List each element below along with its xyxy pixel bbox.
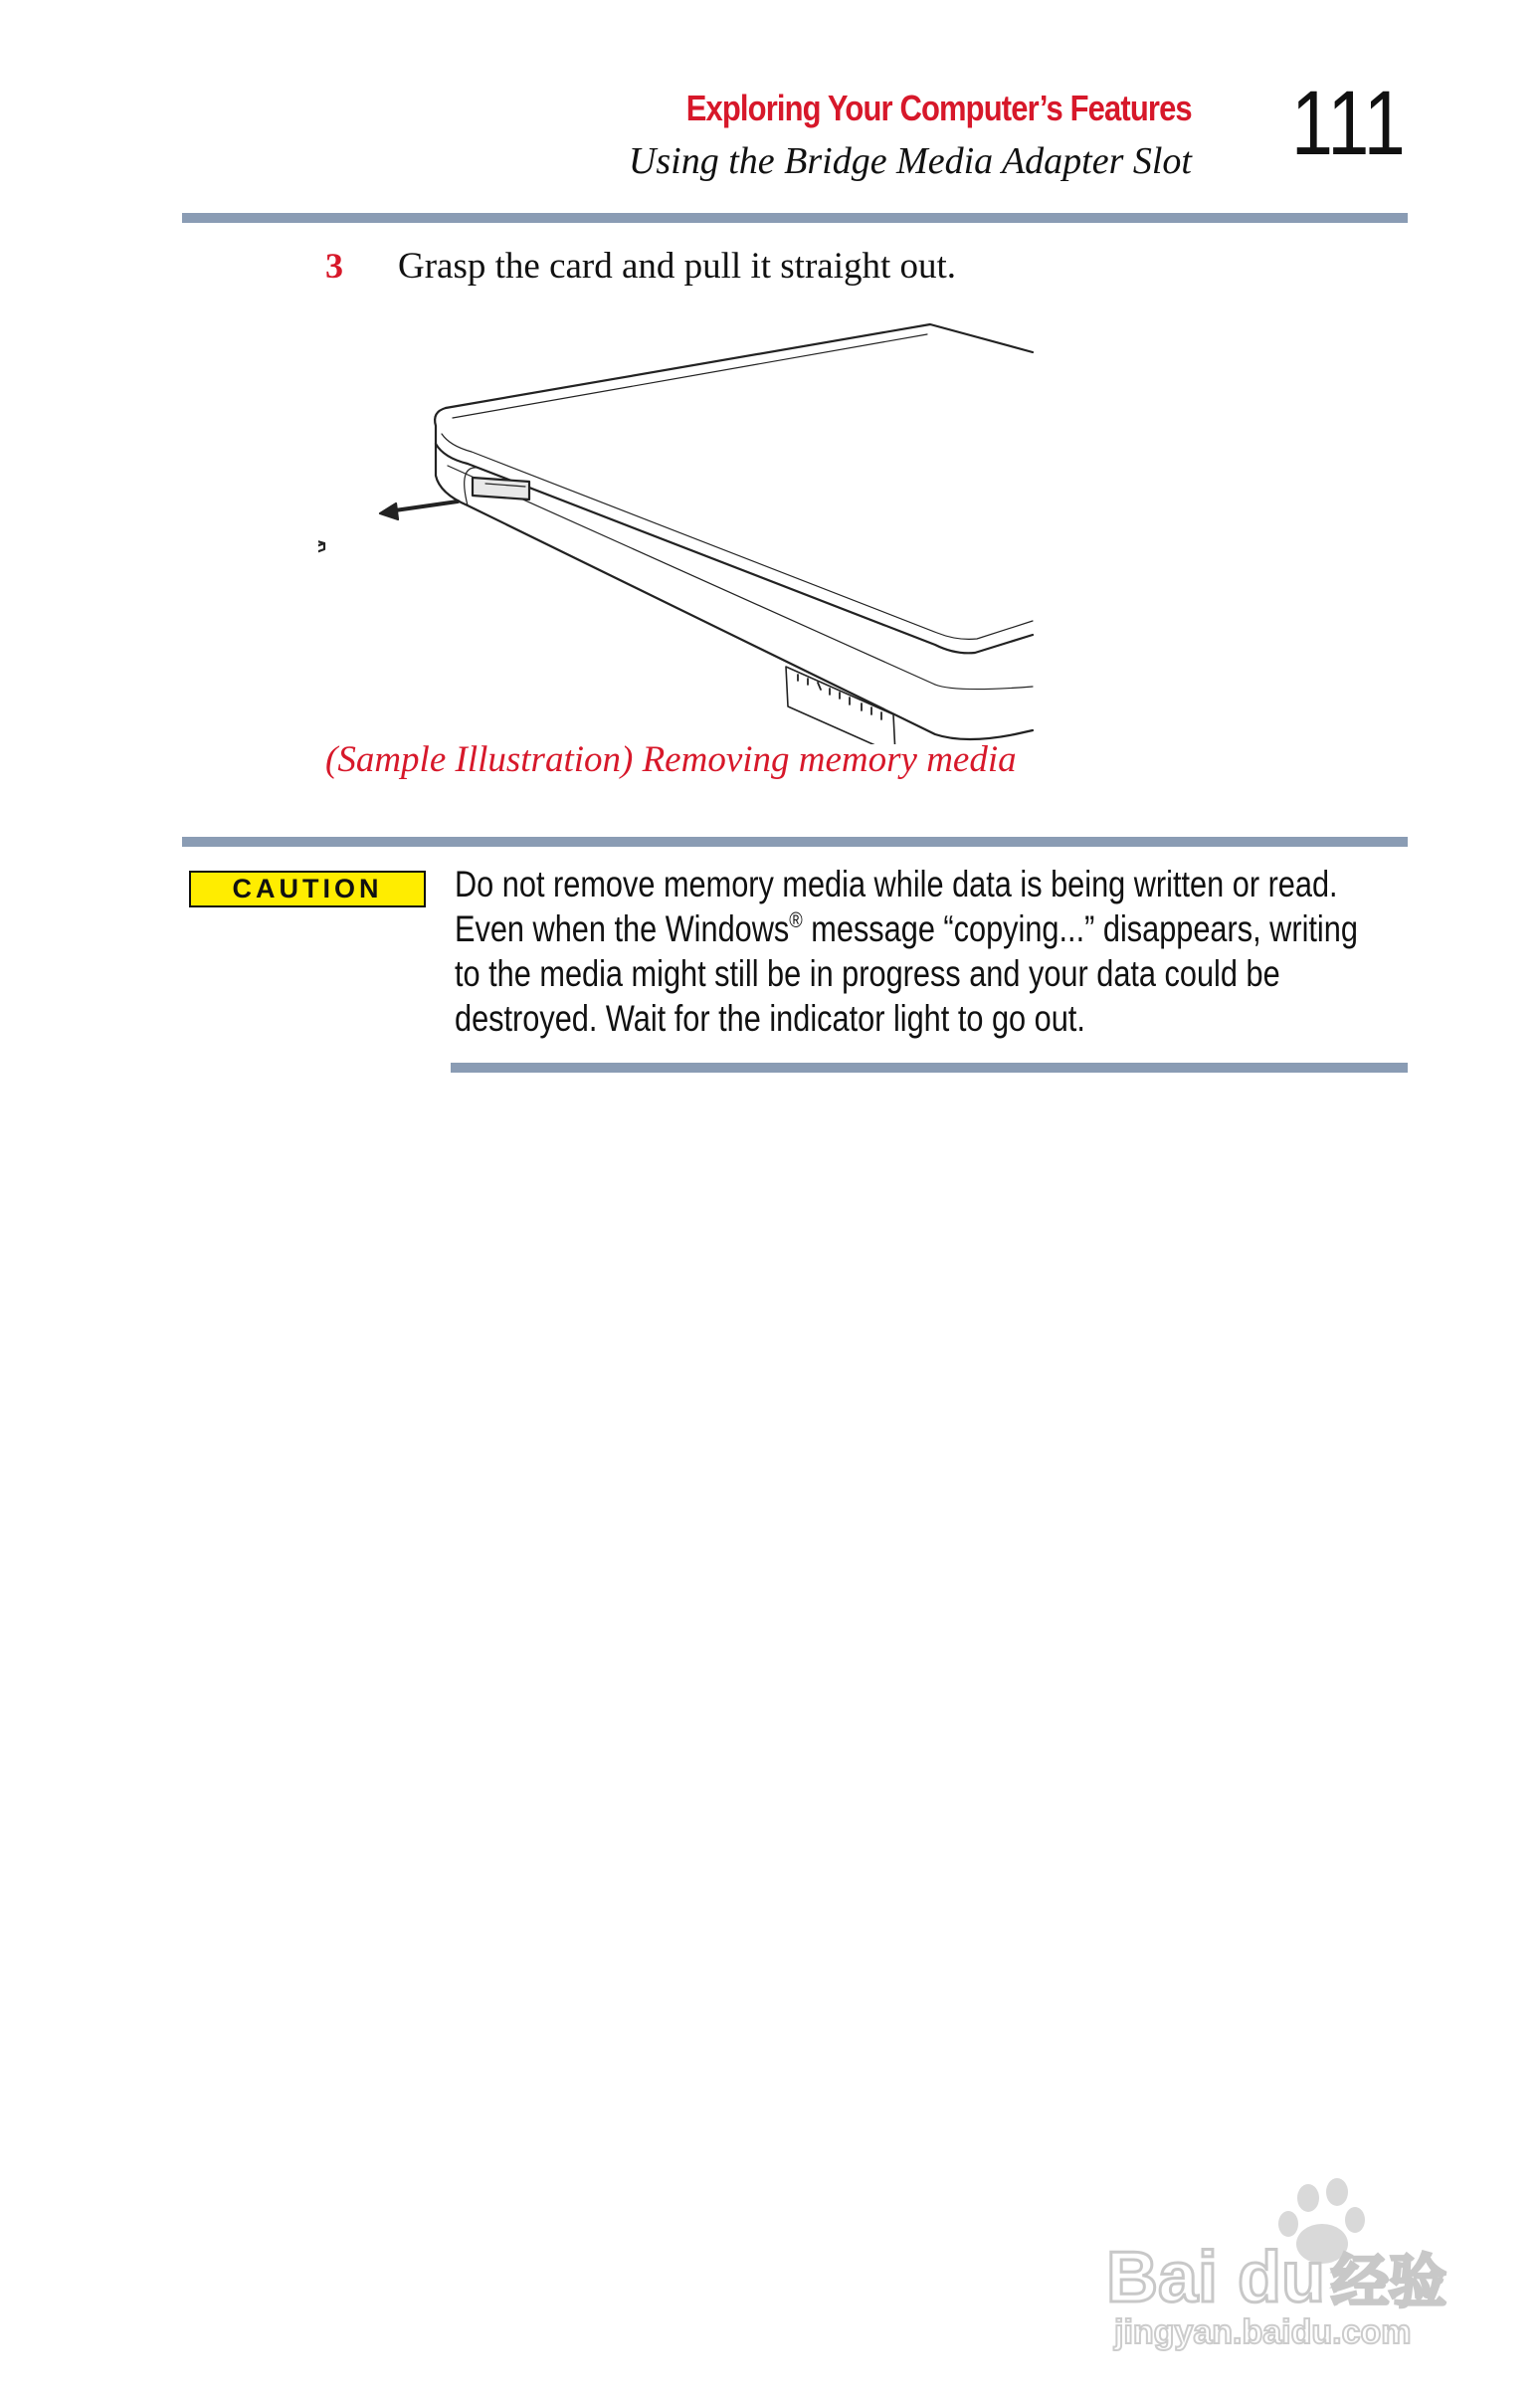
caution-divider-bottom <box>451 1063 1408 1073</box>
watermark-chinese: 经验 <box>1331 2248 1447 2315</box>
header-divider <box>182 213 1408 223</box>
step-text: Grasp the card and pull it straight out. <box>398 246 957 287</box>
caution-line-4: destroyed. Wait for the indicator light to go out. <box>455 998 1085 1039</box>
caution-badge: CAUTION <box>189 871 426 907</box>
caution-divider-top <box>182 837 1408 847</box>
caution-line-2-start: Even when the Windows <box>455 908 790 949</box>
step-number: 3 <box>325 246 343 286</box>
running-header-subtitle: Using the Bridge Media Adapter Slot <box>628 140 1192 182</box>
baidu-jingyan-watermark <box>1094 2174 1452 2353</box>
registered-mark: ® <box>789 907 803 932</box>
laptop-card-removal-illustration <box>318 316 1035 744</box>
caution-line-1: Do not remove memory media while data is being written or read. <box>455 864 1338 904</box>
caution-line-2 <box>455 906 1363 951</box>
running-header-title: Exploring Your Computer’s Features <box>685 88 1192 128</box>
watermark-url: jingyan.baidu.com <box>1114 2313 1412 2351</box>
figure-caption: (Sample Illustration) Removing memory media <box>325 739 1017 780</box>
caution-line-3: to the media might still be in progress and your data could be <box>455 953 1280 994</box>
page-number: 111 <box>1291 73 1406 174</box>
watermark-brand: Bai du <box>1106 2238 1326 2317</box>
caution-text <box>455 862 1363 1041</box>
caution-line-2-end: message “copying...” disappears, writing <box>802 908 1358 949</box>
